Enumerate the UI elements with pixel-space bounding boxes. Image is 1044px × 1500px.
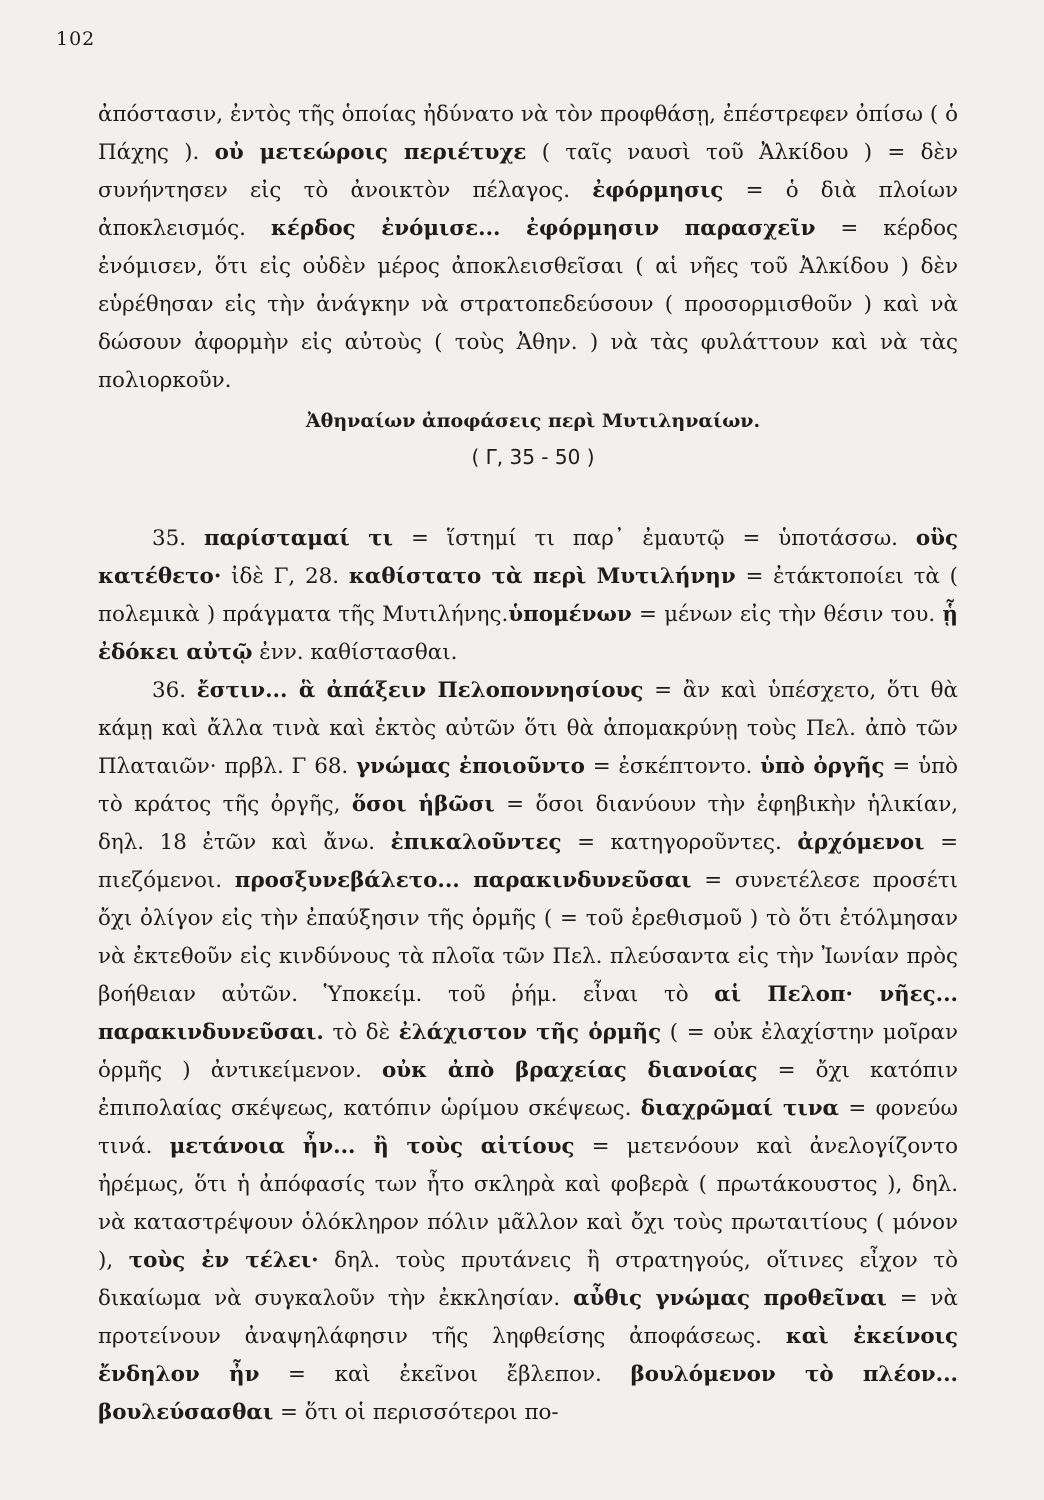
lemma: αἱ Πελοπ· νῆες... παρακινδυνεῦσαι. <box>98 982 958 1045</box>
text-run: ( ταῖς ναυσὶ τοῦ Ἀλκίδου ) = δὲν συνήντησεν εἰς τὸ ἀνοικτὸν πέλαγος. <box>98 140 958 203</box>
text-run: δηλ. τοὺς πρυτάνεις ἢ στρατηγούς, οἵτινες εἶχον τὸ δικαίωμα νὰ συγκαλοῦν τὴν ἐκκλησίαν. <box>98 1248 959 1311</box>
text-run: = ὄχι κατόπιν ἐπιπολαίας σκέψεως, κατόπιν ὡρίμου σκέψεως. <box>98 1058 958 1121</box>
lemma: μετάνοια ἦν... ἢ τοὺς αἰτίους <box>169 1134 575 1159</box>
lemma: οὐκ ἀπὸ βραχείας διανοίας <box>381 1058 758 1083</box>
lemma: προσξυνεβάλετο... παρακινδυνεῦσαι <box>234 868 692 893</box>
lemma: παρίσταμαί τι <box>203 526 394 551</box>
text-run: ἀπόστασιν, ἐντὸς τῆς ὁποίας ἠδύνατο νὰ τὸν προφθάσῃ, ἐπέστρεφεν ὀπίσω ( ὁ Πάχης ). <box>98 102 958 165</box>
text-run: ἰδὲ Γ, 28. <box>221 564 349 589</box>
text-run: = ἐτάκτοποίει τὰ ( πολεμικὰ ) πράγματα τῆς Μυτιλήνης. <box>98 564 958 627</box>
paragraph-continued <box>98 96 958 400</box>
lemma: καὶ ἐκείνοις ἔνδηλον ἦν <box>98 1324 959 1387</box>
text-run: = κέρδος ἐνόμισεν, ὅτι εἰς οὐδὲν μέρος ἀποκλεισθεῖσαι ( αἱ νῆες τοῦ Ἀλκίδου ) δὲν εὑρέθησαν εἰς τὴν ἀνάγκην νὰ στρατοπεδεύσουν ( προσορμισθοῦν ) καὶ νὰ δώσουν ἀφορμὴν εἰς αὐτοὺς ( τοὺς Ἀθην. ) νὰ τὰς φυλάττουν καὶ νὰ τὰς πολιορκοῦν. <box>98 216 958 393</box>
page-number: 102 <box>56 28 96 50</box>
text-run: = ἵστημί τι παρ᾽ ἐμαυτῷ = ὑποτάσσω. <box>393 526 916 551</box>
text-run: = ὑπὸ τὸ κράτος τῆς ὀργῆς, <box>98 754 959 817</box>
text-run: = ὅσοι διανύουν τὴν ἐφηβικὴν ἡλικίαν, δηλ. 18 ἐτῶν καὶ ἄνω. <box>98 792 958 855</box>
lemma: γνώμας ἐποιοῦντο <box>356 754 585 779</box>
text-run: = κατηγοροῦντες. <box>561 830 798 855</box>
text-run: = μένων εἰς τὴν θέσιν του. <box>631 602 943 627</box>
lemma: ἔστιν... ἃ ἀπάξειν Πελοποννησίους <box>196 678 644 703</box>
text-run: = συνετέλεσε προσέτι ὄχι ὀλίγον εἰς τὴν ἐπαύξησιν τῆς ὁρμῆς ( = τοῦ ἐρεθισμοῦ ) τὸ ὅτι ἐτόλμησαν νὰ ἐκτεθοῦν εἰς κινδύνους τὰ πλοῖα τῶν Πελ. πλεύσαντα εἰς τὴν Ἰωνίαν πρὸς βοήθειαν αὐτῶν. Ὑποκείμ. τοῦ ῥήμ. εἶναι τὸ <box>98 868 958 1007</box>
lemma: ἀρχόμενοι <box>797 830 925 855</box>
paragraph-number: 36. <box>152 678 197 703</box>
text-run: = ὅτι οἱ περισσότεροι πο- <box>273 1400 559 1425</box>
body-text <box>98 96 958 1432</box>
lemma: αὖθις γνώμας προθεῖναι <box>573 1286 887 1311</box>
text-run: ( = οὐκ ἐλαχίστην μοῖραν ὁρμῆς ) ἀντικείμενον. <box>98 1020 958 1083</box>
lemma: τοὺς ἐν τέλει· <box>128 1248 319 1273</box>
text-run: = ὁ διὰ πλοίων ἀποκλεισμός. <box>98 178 958 241</box>
section-heading: Ἀθηναίων ἀποφάσεις περὶ Μυτιληναίων. <box>305 410 761 432</box>
text-run: = ἂν καὶ ὑπέσχετο, ὅτι θὰ κάμῃ καὶ ἄλλα τινὰ καὶ ἐκτὸς αὐτῶν ὅτι θὰ ἀπομακρύνῃ τοὺς Πελ. ἀπὸ τῶν Πλαταιῶν· πρβλ. Γ 68. <box>98 678 958 779</box>
lemma: ἐπικαλοῦντες <box>390 830 562 855</box>
lemma: ᾗ ἐδόκει αὐτῷ <box>98 602 958 665</box>
lemma: ὅσοι ἡβῶσι <box>351 792 495 817</box>
text-run: = ἐσκέπτοντο. <box>584 754 761 779</box>
text-run: = μετενόουν καὶ ἀνελογίζοντο ἠρέμως, ὅτι ἡ ἀπόφασίς των ἦτο σκληρὰ καὶ φοβερὰ ( πρωτάκουστος ), δηλ. νὰ καταστρέψουν ὁλόκληρον πόλιν μᾶλλον καὶ ὄχι τοὺς πρωταιτίους ( μόνον ), <box>98 1134 958 1273</box>
paragraph-number: 35. <box>152 526 204 551</box>
text-run: = καὶ ἐκεῖνοι ἔβλεπον. <box>259 1362 631 1387</box>
lemma: ἐφόρμησις <box>592 178 724 203</box>
text-run: τὸ δὲ <box>323 1020 399 1045</box>
text-run: = φονεύω τινά. <box>98 1096 958 1159</box>
lemma: καθίστατο τὰ περὶ Μυτιλήνην <box>348 564 736 589</box>
lemma: κέρδος ἐνόμισε... ἐφόρμησιν παρασχεῖν <box>270 216 816 241</box>
lemma: ὑπὸ ὀργῆς <box>760 754 885 779</box>
text-run: ἐνν. καθίστασθαι. <box>252 640 458 665</box>
section-reference: ( Γ, 35 - 50 ) <box>471 445 595 469</box>
paragraph-36 <box>98 672 958 1432</box>
lemma: ἐλάχιστον τῆς ὁρμῆς <box>398 1020 662 1045</box>
lemma: οὓς κατέθετο· <box>98 526 958 589</box>
lemma: οὐ μετεώροις περιέτυχε <box>214 140 527 165</box>
paragraph-35 <box>98 520 958 672</box>
lemma: ὑπομένων <box>508 602 632 627</box>
lemma: βουλόμενον τὸ πλέον... βουλεύσασθαι <box>98 1362 958 1425</box>
lemma: διαχρῶμαί τινα <box>640 1096 840 1121</box>
text-run: = πιεζόμενοι. <box>98 830 958 893</box>
text-run: = νὰ προτείνουν ἀναψηλάφησιν τῆς ληφθείσης ἀποφάσεως. <box>98 1286 958 1349</box>
